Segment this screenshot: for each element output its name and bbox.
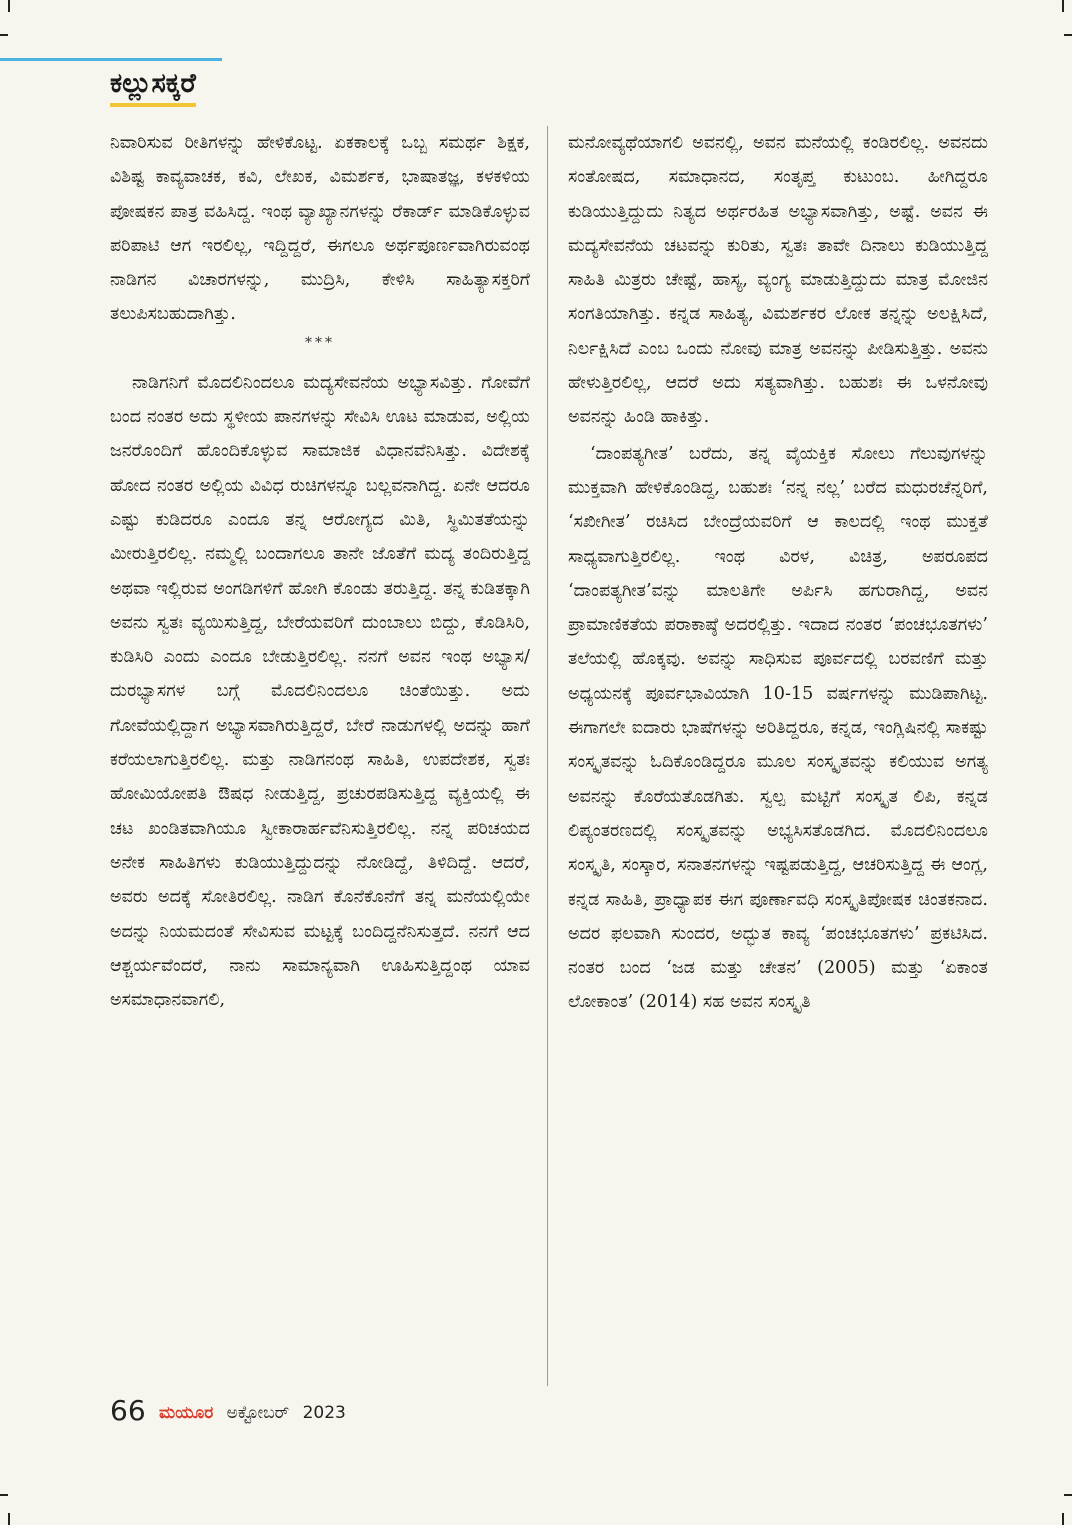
issue-year: 2023 — [302, 1403, 346, 1423]
issue-month: ಅಕ್ಟೋಬರ್ — [226, 1403, 290, 1423]
crop-mark — [8, 1513, 10, 1525]
crop-mark — [1064, 34, 1072, 36]
column-divider — [547, 126, 548, 1386]
section-header — [0, 58, 230, 110]
page-footer — [110, 1394, 346, 1427]
page-number: 66 — [110, 1394, 146, 1427]
right-paragraph-1: ಮನೋವ್ಯಥೆಯಾಗಲಿ ಅವನಲ್ಲಿ, ಅವನ ಮನೆಯಲ್ಲಿ ಕಂಡಿರಲಿಲ್ಲ. ಅವನದು ಸಂತೋಷದ, ಸಮಾಧಾನದ, ಸಂತೃಪ್ತ ಕುಟುಂಬ. ಹೀಗಿದ್ದರೂ ಕುಡಿಯುತ್ತಿದ್ದುದು ನಿತ್ಯದ ಅರ್ಥರಹಿತ ಅಭ್ಯಾಸವಾಗಿತ್ತು, ಅಷ್ಟೆ. ಅವನ ಈ ಮದ್ಯಸೇವನೆಯ ಚಟವನ್ನು ಕುರಿತು, ಸ್ವತಃ ತಾವೇ ದಿನಾಲು ಕುಡಿಯುತ್ತಿದ್ದ ಸಾಹಿತಿ ಮಿತ್ರರು ಚೇಷ್ಟೆ, ಹಾಸ್ಯ, ವ್ಯಂಗ್ಯ ಮಾಡುತ್ತಿದ್ದುದು ಮಾತ್ರ ಮೋಜಿನ ಸಂಗತಿಯಾಗಿತ್ತು. ಕನ್ನಡ ಸಾಹಿತ್ಯ, ವಿಮರ್ಶಕರ ಲೋಕ ತನ್ನನ್ನು ಅಲಕ್ಷಿಸಿದೆ, ನಿರ್ಲಕ್ಷಿಸಿದೆ ಎಂಬ ಒಂದು ನೋವು ಮಾತ್ರ ಅವನನ್ನು ಪೀಡಿಸುತ್ತಿತ್ತು. ಅವನು ಹೇಳುತ್ತಿರಲಿಲ್ಲ, ಆದರೆ ಅದು ಸತ್ಯವಾಗಿತ್ತು. ಬಹುಶಃ ಈ ಒಳನೋವು ಅವನನ್ನು ಹಿಂಡಿ ಹಾಕಿತ್ತು. — [568, 133, 988, 428]
crop-mark — [0, 1494, 8, 1496]
crop-mark — [8, 0, 10, 12]
section-title: ಕಲ್ಲುಸಕ್ಕರೆ — [110, 68, 196, 107]
right-paragraph-2: ‘ದಾಂಪತ್ಯಗೀತ’ ಬರೆದು, ತನ್ನ ವೈಯಕ್ತಿಕ ಸೋಲು ಗೆಲುವುಗಳನ್ನು ಮುಕ್ತವಾಗಿ ಹೇಳಿಕೊಂಡಿದ್ದ, ಬಹುಶಃ ‘ನನ್ನ ನಲ್ಲ’ ಬರೆದ ಮಧುರಚೆನ್ನರಿಗೆ, ‘ಸಖೀಗೀತ’ ರಚಿಸಿದ ಬೇಂದ್ರೆಯವರಿಗೆ ಆ ಕಾಲದಲ್ಲಿ ಇಂಥ ಮುಕ್ತತೆ ಸಾಧ್ಯವಾಗುತ್ತಿರಲಿಲ್ಲ. ಇಂಥ ವಿರಳ, ವಿಚಿತ್ರ, ಅಪರೂಪದ ‘ದಾಂಪತ್ಯಗೀತ’ವನ್ನು ಮಾಲತಿಗೇ ಅರ್ಪಿಸಿ ಹಗುರಾಗಿದ್ದ, ಅವನ ಪ್ರಾಮಾಣಿಕತೆಯ ಪರಾಕಾಷ್ಠೆ ಅದರಲ್ಲಿತ್ತು. ಇದಾದ ನಂತರ ‘ಪಂಚಭೂತಗಳು’ ತಲೆಯಲ್ಲಿ ಹೊಕ್ಕವು. ಅವನ್ನು ಸಾಧಿಸುವ ಪೂರ್ವದಲ್ಲಿ ಬರವಣಿಗೆ ಮತ್ತು ಅಧ್ಯಯನಕ್ಕೆ ಪೂರ್ವಭಾವಿಯಾಗಿ 10-15 ವರ್ಷಗಳನ್ನು ಮುಡಿಪಾಗಿಟ್ಟ. ಈಗಾಗಲೇ ಐದಾರು ಭಾಷೆಗಳನ್ನು ಅರಿತಿದ್ದರೂ, ಕನ್ನಡ, ಇಂಗ್ಲಿಷಿನಲ್ಲಿ ಸಾಕಷ್ಟು ಸಂಸ್ಕೃತವನ್ನು ಓದಿಕೊಂಡಿದ್ದರೂ ಮೂಲ ಸಂಸ್ಕೃತವನ್ನು ಕಲಿಯುವ ಅಗತ್ಯ ಅವನನ್ನು ಕೊರೆಯತೊಡಗಿತು. ಸ್ವಲ್ಪ ಮಟ್ಟಿಗೆ ಸಂಸ್ಕೃತ ಲಿಪಿ, ಕನ್ನಡ ಲಿಪ್ಯಂತರಣದಲ್ಲಿ ಸಂಸ್ಕೃತವನ್ನು ಅಭ್ಯಸಿಸತೊಡಗಿದ. ಮೊದಲಿನಿಂದಲೂ ಸಂಸ್ಕೃತಿ, ಸಂಸ್ಕಾರ, ಸನಾತನಗಳನ್ನು ಇಷ್ಟಪಡುತ್ತಿದ್ದ, ಆಚರಿಸುತ್ತಿದ್ದ ಈ ಆಂಗ್ಲ, ಕನ್ನಡ ಸಾಹಿತಿ, ಪ್ರಾಧ್ಯಾಪಕ ಈಗ ಪೂರ್ಣಾವಧಿ ಸಂಸ್ಕೃತಿಪೋಷಕ ಚಿಂತಕನಾದ. ಅದರ ಫಲವಾಗಿ ಸುಂದರ, ಅದ್ಭುತ ಕಾವ್ಯ ‘ಪಂಚಭೂತಗಳು’ ಪ್ರಕಟಿಸಿದ. ನಂತರ ಬಂದ ‘ಜಡ ಮತ್ತು ಚೇತನ’ (2005) ಮತ್ತು ‘ಏಕಾಂತ ಲೋಕಾಂತ’ (2014) ಸಹ ಅವನ ಸಂಸ್ಕೃತಿ — [568, 443, 988, 1013]
right-column — [568, 126, 988, 1020]
crop-mark — [1062, 1513, 1064, 1525]
left-paragraph-1: ನಿವಾರಿಸುವ ರೀತಿಗಳನ್ನು ಹೇಳಿಕೊಟ್ಟ. ಏಕಕಾಲಕ್ಕೆ ಒಬ್ಬ ಸಮರ್ಥ ಶಿಕ್ಷಕ, ವಿಶಿಷ್ಟ ಕಾವ್ಯವಾಚಕ, ಕವಿ, ಲೇಖಕ, ವಿಮರ್ಶಕ, ಭಾಷಾತಜ್ಞ, ಕಳಕಳಿಯ ಪೋಷಕನ ಪಾತ್ರ ವಹಿಸಿದ್ದ. ಇಂಥ ವ್ಯಾಖ್ಯಾನಗಳನ್ನು ರೆಕಾರ್ಡ್ ಮಾಡಿಕೊಳ್ಳುವ ಪರಿಪಾಟಿ ಆಗ ಇರಲಿಲ್ಲ, ಇದ್ದಿದ್ದರೆ, ಈಗಲೂ ಅರ್ಥಪೂರ್ಣವಾಗಿರುವಂಥ ನಾಡಿಗನ ವಿಚಾರಗಳನ್ನು, ಮುದ್ರಿಸಿ, ಕೇಳಿಸಿ ಸಾಹಿತ್ಯಾಸಕ್ತರಿಗೆ ತಲುಪಿಸಬಹುದಾಗಿತ್ತು. — [110, 133, 530, 325]
header-accent-rule — [0, 58, 222, 61]
section-separator: *** — [305, 334, 335, 351]
crop-mark — [1062, 0, 1064, 12]
left-column — [110, 126, 530, 1017]
crop-mark — [0, 34, 8, 36]
left-paragraph-2: ನಾಡಿಗನಿಗೆ ಮೊದಲಿನಿಂದಲೂ ಮದ್ಯಸೇವನೆಯ ಅಭ್ಯಾಸವಿತ್ತು. ಗೋವೆಗೆ ಬಂದ ನಂತರ ಅದು ಸ್ಥಳೀಯ ಪಾನಗಳನ್ನು ಸೇವಿಸಿ ಊಟ ಮಾಡುವ, ಅಲ್ಲಿಯ ಜನರೊಂದಿಗೆ ಹೊಂದಿಕೊಳ್ಳುವ ಸಾಮಾಜಿಕ ವಿಧಾನವೆನಿಸಿತ್ತು. ವಿದೇಶಕ್ಕೆ ಹೋದ ನಂತರ ಅಲ್ಲಿಯ ವಿವಿಧ ರುಚಿಗಳನ್ನೂ ಬಲ್ಲವನಾಗಿದ್ದ. ಏನೇ ಆದರೂ ಎಷ್ಟು ಕುಡಿದರೂ ಎಂದೂ ತನ್ನ ಆರೋಗ್ಯದ ಮಿತಿ, ಸ್ಥಿಮಿತತೆಯನ್ನು ಮೀರುತ್ತಿರಲಿಲ್ಲ. ನಮ್ಮಲ್ಲಿ ಬಂದಾಗಲೂ ತಾನೇ ಜೊತೆಗೆ ಮದ್ಯ ತಂದಿರುತ್ತಿದ್ದ ಅಥವಾ ಇಲ್ಲಿರುವ ಅಂಗಡಿಗಳಿಗೆ ಹೋಗಿ ಕೊಂಡು ತರುತ್ತಿದ್ದ. ತನ್ನ ಕುಡಿತಕ್ಕಾಗಿ ಅವನು ಸ್ವತಃ ವ್ಯಯಿಸುತ್ತಿದ್ದ, ಬೇರೆಯವರಿಗೆ ದುಂಬಾಲು ಬಿದ್ದು, ಕೊಡಿಸಿರಿ, ಕುಡಿಸಿರಿ ಎಂದು ಎಂದೂ ಬೇಡುತ್ತಿರಲಿಲ್ಲ. ನನಗೆ ಅವನ ಇಂಥ ಅಭ್ಯಾಸ/ದುರಭ್ಯಾಸಗಳ ಬಗ್ಗೆ ಮೊದಲಿನಿಂದಲೂ ಚಿಂತೆಯಿತ್ತು. ಅದು ಗೋವೆಯಲ್ಲಿದ್ದಾಗ ಅಭ್ಯಾಸವಾಗಿರುತ್ತಿದ್ದರೆ, ಬೇರೆ ನಾಡುಗಳಲ್ಲಿ ಅದನ್ನು ಹಾಗೆ ಕರೆಯಲಾಗುತ್ತಿರಲಿಲ್ಲ. ಮತ್ತು ನಾಡಿಗನಂಥ ಸಾಹಿತಿ, ಉಪದೇಶಕ, ಸ್ವತಃ ಹೋಮಿಯೋಪತಿ ಔಷಧ ನೀಡುತ್ತಿದ್ದ, ಪ್ರಚುರಪಡಿಸುತ್ತಿದ್ದ ವ್ಯಕ್ತಿಯಲ್ಲಿ ಈ ಚಟ ಖಂಡಿತವಾಗಿಯೂ ಸ್ವೀಕಾರಾರ್ಹವೆನಿಸುತ್ತಿರಲಿಲ್ಲ. ನನ್ನ ಪರಿಚಯದ ಅನೇಕ ಸಾಹಿತಿಗಳು ಕುಡಿಯುತ್ತಿದ್ದುದನ್ನು ನೋಡಿದ್ದೆ, ತಿಳಿದಿದ್ದೆ. ಆದರೆ, ಅವರು ಅದಕ್ಕೆ ಸೋತಿರಲಿಲ್ಲ. ನಾಡಿಗ ಕೊನೆಕೊನೆಗೆ ತನ್ನ ಮನೆಯಲ್ಲಿಯೇ ಅದನ್ನು ನಿಯಮದಂತೆ ಸೇವಿಸುವ ಮಟ್ಟಕ್ಕೆ ಬಂದಿದ್ದನೆನಿಸುತ್ತದೆ. ನನಗೆ ಆದ ಆಶ್ಚರ್ಯವೆಂದರೆ, ನಾನು ಸಾಮಾನ್ಯವಾಗಿ ಊಹಿಸುತ್ತಿದ್ದಂಥ ಯಾವ ಅಸಮಾಧಾನವಾಗಲಿ, — [110, 372, 530, 1011]
magazine-name: ಮಯೂರ — [159, 1403, 214, 1423]
crop-mark — [1064, 1494, 1072, 1496]
